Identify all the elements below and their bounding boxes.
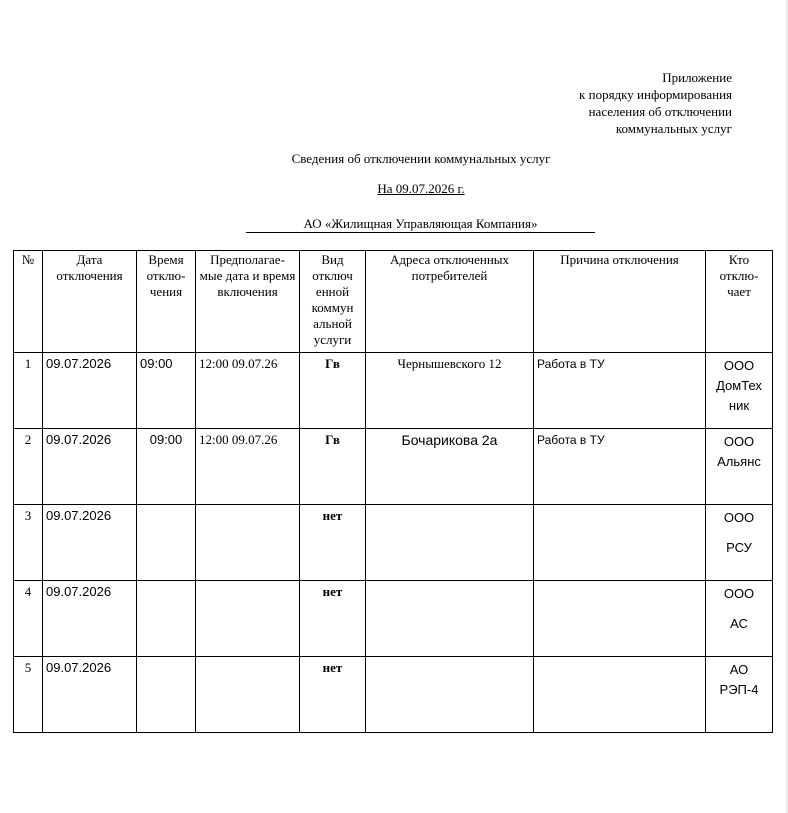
cell-number: 1 xyxy=(14,353,43,429)
who-line: ООО xyxy=(723,510,755,525)
who-line: ООО xyxy=(723,358,755,373)
cell-date: 09.07.2026 xyxy=(43,353,137,429)
header-address: Адреса отключенных потребителей xyxy=(366,251,534,353)
cell-restore: 12:00 09.07.26 xyxy=(196,429,300,505)
cell-time xyxy=(137,581,196,657)
who-line: АО xyxy=(729,662,749,677)
table-row xyxy=(14,429,773,505)
document-date xyxy=(0,181,788,197)
table-row xyxy=(14,581,773,657)
cell-address xyxy=(366,657,534,733)
appendix-line: населения об отключении xyxy=(588,104,732,119)
appendix-line: Приложение xyxy=(662,70,732,85)
cell-number: 5 xyxy=(14,657,43,733)
header-number: № xyxy=(14,251,43,353)
table-header-row xyxy=(14,251,773,353)
cell-number: 2 xyxy=(14,429,43,505)
cell-service: Гв xyxy=(300,429,366,505)
table-row xyxy=(14,657,773,733)
document-date-text: На 09.07.2026 г. xyxy=(377,181,465,196)
cell-who xyxy=(706,505,773,581)
appendix-note xyxy=(432,69,732,137)
cell-service: нет xyxy=(300,657,366,733)
cell-date: 09.07.2026 xyxy=(43,657,137,733)
appendix-line: к порядку информирования xyxy=(579,87,732,102)
cell-time xyxy=(137,505,196,581)
cell-restore: 12:00 09.07.26 xyxy=(196,353,300,429)
document-title: Сведения об отключении коммунальных услуг xyxy=(291,151,551,166)
cell-service: нет xyxy=(300,505,366,581)
cell-number: 4 xyxy=(14,581,43,657)
table-row xyxy=(14,505,773,581)
cell-reason: Работа в ТУ xyxy=(534,429,706,505)
cell-who xyxy=(706,581,773,657)
who-line: АС xyxy=(730,616,748,631)
who-line: РЭП-4 xyxy=(719,682,759,697)
header-service: Вид отключ енной коммун альной услуги xyxy=(300,251,366,353)
cell-address xyxy=(366,581,534,657)
cell-restore xyxy=(196,581,300,657)
cell-reason xyxy=(534,505,706,581)
cell-time: 09:00 xyxy=(137,353,196,429)
cell-date: 09.07.2026 xyxy=(43,505,137,581)
who-line: ООО xyxy=(723,586,755,601)
company-name: АО «Жилищная Управляющая Компания» xyxy=(246,216,595,233)
table-row xyxy=(14,353,773,429)
who-line: РСУ xyxy=(726,540,752,555)
cell-address xyxy=(366,505,534,581)
cell-reason xyxy=(534,581,706,657)
cell-date: 09.07.2026 xyxy=(43,581,137,657)
cell-service: нет xyxy=(300,581,366,657)
cell-who xyxy=(706,429,773,505)
cell-time: 09:00 xyxy=(137,429,196,505)
header-restore: Предполагае-мые дата и время включения xyxy=(196,251,300,353)
who-line: ник xyxy=(728,398,750,413)
cell-reason xyxy=(534,657,706,733)
who-line: ДомТех xyxy=(716,378,762,393)
cell-who xyxy=(706,353,773,429)
who-line: Альянс xyxy=(717,454,761,469)
header-time: Время отклю-чения xyxy=(137,251,196,353)
outage-table xyxy=(13,250,773,733)
cell-restore xyxy=(196,657,300,733)
cell-date: 09.07.2026 xyxy=(43,429,137,505)
cell-address: Бочарикова 2а xyxy=(366,429,534,505)
cell-restore xyxy=(196,505,300,581)
header-who: Кто отклю-чает xyxy=(706,251,773,353)
cell-service: Гв xyxy=(300,353,366,429)
cell-number: 3 xyxy=(14,505,43,581)
header-date: Дата отключения xyxy=(43,251,137,353)
cell-time xyxy=(137,657,196,733)
who-line: ООО xyxy=(723,434,755,449)
cell-who xyxy=(706,657,773,733)
cell-reason: Работа в ТУ xyxy=(534,353,706,429)
cell-address: Чернышевского 12 xyxy=(366,353,534,429)
header-reason: Причина отключения xyxy=(534,251,706,353)
appendix-line: коммунальных услуг xyxy=(615,121,732,136)
